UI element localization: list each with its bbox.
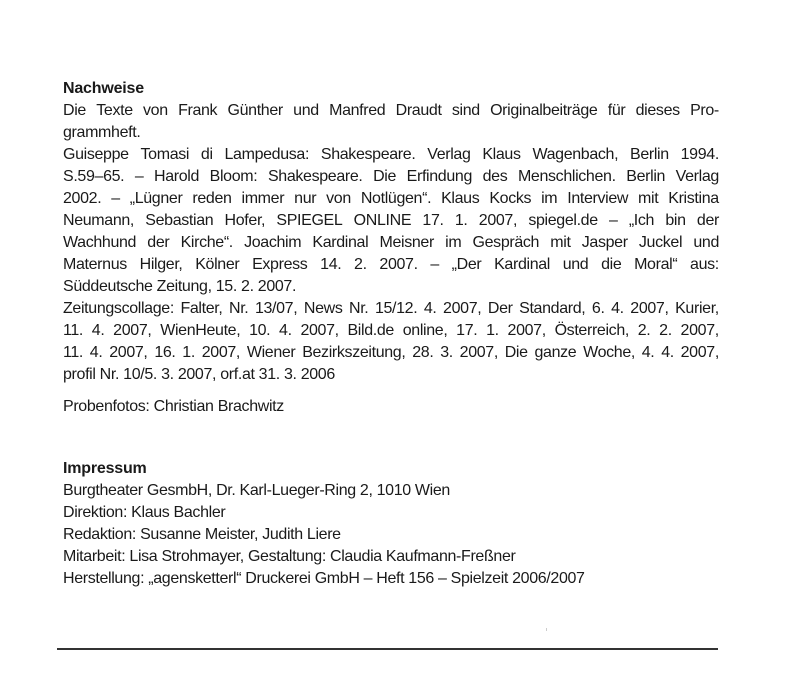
word: 2007,	[300, 322, 339, 339]
word: 2007,	[630, 300, 669, 317]
word: Kardinal	[494, 256, 550, 273]
word: Nr.	[229, 300, 249, 317]
word: 4.	[91, 322, 105, 339]
footer-rule	[57, 648, 718, 650]
word: 2007,	[680, 344, 719, 361]
word: Nr.	[349, 300, 369, 317]
word: im	[541, 190, 558, 207]
word: Zeitungscollage:	[63, 300, 174, 317]
impressum-heading: Impressum	[63, 460, 147, 477]
word: Texte	[96, 102, 133, 119]
text-line	[63, 254, 719, 276]
word: Kardinal	[312, 234, 369, 251]
word: 2007,	[459, 344, 498, 361]
spacer	[63, 386, 719, 396]
text-line	[63, 144, 719, 166]
word: 1.	[454, 212, 468, 229]
word: 10.	[249, 322, 271, 339]
text-line	[63, 298, 719, 320]
word: 2007,	[478, 212, 518, 229]
text-line: grammheft.	[63, 124, 141, 141]
word: di	[200, 146, 213, 163]
word: „Ich	[628, 212, 655, 229]
text-line	[63, 210, 719, 232]
word: Manfred	[329, 102, 386, 119]
word: 14.	[320, 256, 342, 273]
word: Kristina	[668, 190, 719, 207]
text-line	[63, 100, 719, 122]
impressum-line-editors: Redaktion: Susanne Meister, Judith Liere	[63, 526, 341, 543]
word: von	[326, 190, 351, 207]
word: 2007,	[507, 322, 546, 339]
word: –	[609, 212, 618, 229]
word: Kurier,	[675, 300, 719, 317]
word: 4.	[641, 344, 655, 361]
word: für	[607, 102, 626, 119]
word: Jasper	[581, 234, 628, 251]
word: 17.	[422, 212, 444, 229]
word: „Lügner	[129, 190, 183, 207]
nachweise-section	[63, 78, 719, 418]
word: S.59–65.	[63, 168, 125, 185]
word: Neumann,	[63, 212, 135, 229]
word: Bild.de	[347, 322, 394, 339]
word: Draudt	[395, 102, 442, 119]
text-line	[63, 166, 719, 188]
word: dieses	[635, 102, 680, 119]
document-page	[63, 78, 719, 590]
word: 2.	[354, 256, 367, 273]
word: „Der	[451, 256, 482, 273]
word: Shakespeare.	[320, 146, 416, 163]
word: Gespräch	[472, 234, 540, 251]
word: 17.	[456, 322, 478, 339]
word: Hofer,	[224, 212, 266, 229]
impressum-line-production: Herstellung: „agensketterl“ Druckerei GmbH – Heft 156 – Spielzeit 2006/2007	[63, 570, 585, 587]
word: Harold	[154, 168, 200, 185]
word: Kocks	[489, 190, 532, 207]
word: Klaus	[441, 190, 480, 207]
word: spiegel.de	[528, 212, 598, 229]
word: Woche,	[583, 344, 635, 361]
word: 2.	[637, 322, 651, 339]
word: im	[445, 234, 462, 251]
nachweise-paragraph	[63, 298, 719, 386]
word: 4.	[661, 344, 674, 361]
word: Notlügen“.	[360, 190, 432, 207]
word: 2007,	[443, 300, 482, 317]
word: 2002.	[63, 190, 102, 207]
nachweise-heading: Nachweise	[63, 80, 144, 97]
word: Kölner	[195, 256, 240, 273]
word: Express	[252, 256, 308, 273]
word: 2007,	[113, 322, 152, 339]
word: 1.	[486, 322, 499, 339]
word: Berlin	[630, 146, 669, 163]
section-spacer	[63, 418, 719, 458]
word: Österreich,	[554, 322, 629, 339]
word: Menschlichen.	[517, 168, 616, 185]
word: von	[143, 102, 168, 119]
word: Juckel	[638, 234, 683, 251]
word: 2007,	[109, 344, 148, 361]
word: 2007.	[379, 256, 418, 273]
word: 28.	[412, 344, 434, 361]
word: Hilger,	[139, 256, 183, 273]
word: 15/12.	[374, 300, 418, 317]
text-line	[63, 232, 719, 254]
word: bin	[665, 212, 686, 229]
word: Wiener	[246, 344, 296, 361]
impressum-line-staff: Mitarbeit: Lisa Strohmayer, Gestaltung: Claudia Kaufmann-Freßner	[63, 548, 516, 565]
text-line: Süddeutsche Zeitung, 15. 2. 2007.	[63, 278, 297, 295]
word: Erfindung	[406, 168, 472, 185]
word: des	[482, 168, 508, 185]
word: und	[693, 234, 719, 251]
text-line: profil Nr. 10/5. 3. 2007, orf.at 31. 3. 2006	[63, 366, 335, 383]
nachweise-paragraph	[63, 100, 719, 144]
word: mit	[638, 190, 659, 207]
word: WienHeute,	[160, 322, 241, 339]
word: Kirche“.	[180, 234, 233, 251]
word: der	[147, 234, 170, 251]
word: 16.	[154, 344, 176, 361]
word: online,	[402, 322, 448, 339]
photo-credit: Probenfotos: Christian Brachwitz	[63, 398, 284, 415]
word: Verlag	[675, 168, 719, 185]
word: News	[303, 300, 343, 317]
word: nur	[294, 190, 317, 207]
word: Maternus	[63, 256, 127, 273]
word: der	[696, 212, 719, 229]
word: 6.	[591, 300, 605, 317]
word: 2.	[659, 322, 672, 339]
scan-speck	[546, 628, 547, 631]
word: –	[134, 168, 144, 185]
word: Moral“	[634, 256, 678, 273]
word: –	[111, 190, 120, 207]
word: reden	[192, 190, 232, 207]
text-line	[63, 342, 719, 364]
word: Verlag	[427, 146, 471, 163]
word: Shakespeare.	[267, 168, 363, 185]
word: Frank	[178, 102, 218, 119]
word: Wagenbach,	[532, 146, 619, 163]
word: Sebastian	[145, 212, 214, 229]
word: Berlin	[626, 168, 666, 185]
word: Pro-	[690, 102, 719, 119]
word: Meisner	[379, 234, 434, 251]
word: 1994.	[680, 146, 719, 163]
word: die	[601, 256, 622, 273]
word: mit	[550, 234, 571, 251]
nachweise-body	[63, 100, 719, 386]
word: sind	[451, 102, 480, 119]
word: Tomasi	[140, 146, 190, 163]
word: 13/07,	[254, 300, 298, 317]
word: 2007,	[680, 322, 719, 339]
impressum-line-publisher: Burgtheater GesmbH, Dr. Karl-Lueger-Ring 2, 1010 Wien	[63, 482, 450, 499]
word: 2007,	[201, 344, 241, 361]
word: 11.	[63, 322, 84, 339]
word: 4.	[89, 344, 103, 361]
impressum-line-direction: Direktion: Klaus Bachler	[63, 504, 226, 521]
word: Bezirkszeitung,	[302, 344, 406, 361]
word: Klaus	[482, 146, 521, 163]
word: Guiseppe	[63, 146, 129, 163]
word: 3.	[440, 344, 453, 361]
word: Wachhund	[63, 234, 137, 251]
word: 11.	[63, 344, 84, 361]
word: Falter,	[180, 300, 223, 317]
word: 1.	[182, 344, 195, 361]
word: immer	[241, 190, 285, 207]
word: Günther	[227, 102, 283, 119]
word: Der	[487, 300, 513, 317]
word: 4.	[611, 300, 624, 317]
word: 4.	[423, 300, 437, 317]
word: SPIEGEL	[276, 212, 343, 229]
text-line	[63, 320, 719, 342]
word: –	[430, 256, 439, 273]
word: Interview	[567, 190, 629, 207]
impressum-section	[63, 458, 719, 590]
word: und	[562, 256, 589, 273]
word: Lampedusa:	[224, 146, 310, 163]
word: ONLINE	[353, 212, 412, 229]
word: aus:	[690, 256, 719, 273]
word: Die	[373, 168, 397, 185]
nachweise-paragraph	[63, 144, 719, 298]
word: Originalbeiträge	[490, 102, 598, 119]
word: 4.	[279, 322, 292, 339]
word: Die	[504, 344, 528, 361]
word: Joachim	[244, 234, 302, 251]
word: Standard,	[519, 300, 586, 317]
text-line	[63, 188, 719, 210]
word: und	[293, 102, 319, 119]
word: Bloom:	[209, 168, 258, 185]
word: ganze	[534, 344, 577, 361]
word: Die	[63, 102, 86, 119]
